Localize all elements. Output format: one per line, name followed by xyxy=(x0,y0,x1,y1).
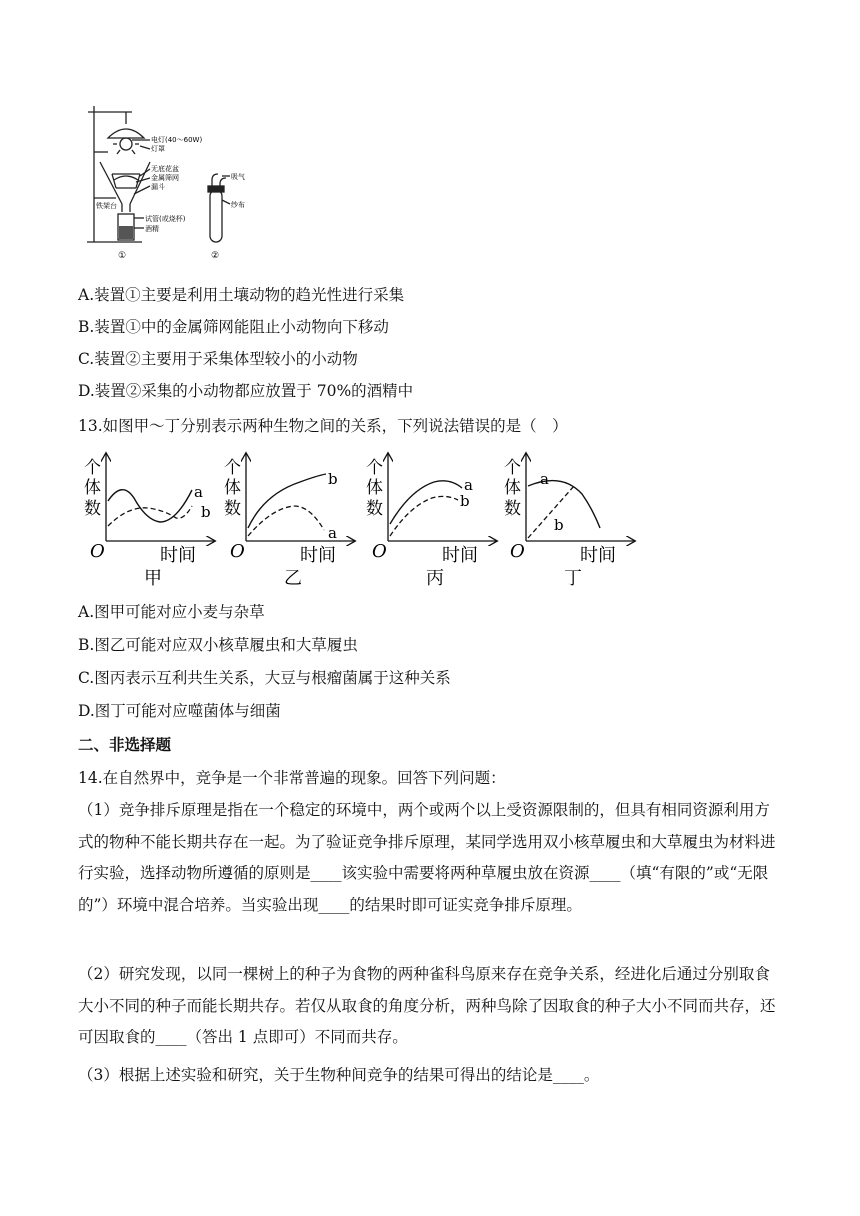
q13-option-c: C.图丙表示互利共生关系，大豆与根瘤菌属于这种关系 xyxy=(78,669,451,687)
label-sieve: 金属筛网 xyxy=(151,174,179,182)
label-funnel: 漏斗 xyxy=(151,183,165,191)
series-label-b: b xyxy=(328,470,338,488)
ylabel-char-2: 体 xyxy=(504,478,521,498)
series-label-a: a xyxy=(328,524,337,542)
panel-caption: 丙 xyxy=(426,568,444,589)
ylabel-char-3: 数 xyxy=(224,499,241,519)
ylabel-char-3: 数 xyxy=(366,499,383,519)
ylabel-char-1: 个 xyxy=(84,458,101,478)
q13-option-b: B.图乙可能对应双小核草履虫和大草履虫 xyxy=(78,636,358,654)
label-tube: 试管(或烧杯) xyxy=(145,215,186,223)
label-gauze: 纱布 xyxy=(231,201,245,209)
q14-stem: 14.在自然界中，竞争是一个非常普遍的现象。回答下列问题： xyxy=(78,769,506,787)
ylabel-char-3: 数 xyxy=(84,499,101,519)
q14-part3: （3）根据上述实验和研究，关于生物种间竞争的结果可得出的结论是____。 xyxy=(78,1066,600,1084)
series-label-b: b xyxy=(460,492,470,510)
q12-option-a: A.装置①主要是利用土壤动物的趋光性进行采集 xyxy=(78,286,405,304)
apparatus-figure xyxy=(84,100,254,262)
graph-panel-ding xyxy=(504,454,634,589)
apparatus-number-1: ① xyxy=(118,251,127,261)
xlabel: 时间 xyxy=(442,545,478,566)
q13-stem: 13.如图甲～丁分别表示两种生物之间的关系，下列说法错误的是（ ） xyxy=(78,417,568,435)
label-lamp: 电灯(40～60W) xyxy=(151,136,203,144)
panel-caption: 乙 xyxy=(284,568,302,589)
panel-caption: 甲 xyxy=(144,568,162,589)
q12-option-c: C.装置②主要用于采集体型较小的小动物 xyxy=(78,350,358,368)
ylabel-char-1: 个 xyxy=(504,458,521,478)
panel-caption: 丁 xyxy=(564,568,582,589)
label-alcohol: 酒精 xyxy=(145,225,159,233)
relationship-graphs xyxy=(84,446,644,592)
series-label-a: a xyxy=(540,470,549,488)
series-label-b: b xyxy=(201,503,211,521)
label-shade: 灯罩 xyxy=(151,145,165,153)
series-label-a: a xyxy=(194,483,203,501)
ylabel-char-3: 数 xyxy=(504,499,521,519)
xlabel: 时间 xyxy=(160,545,196,566)
graph-panel-jia xyxy=(84,454,214,589)
graph-panel-yi xyxy=(224,454,354,589)
label-suction: 吸气 xyxy=(231,173,245,181)
xlabel: 时间 xyxy=(580,545,616,566)
q12-option-d: D.装置②采集的小动物都应放置于 70%的酒精中 xyxy=(78,382,414,400)
label-pot: 无底花盆 xyxy=(151,165,179,173)
series-label-a: a xyxy=(464,476,473,494)
q14-part1: （1）竞争排斥原理是指在一个稳定的环境中，两个或两个以上受资源限制的，但具有相同资源利用方式的物种不能长期共存在一起。为了验证竞争排斥原理，某同学选用双小核草履虫和大草履虫为材料进行实验，选择动物所遵循的原则是____该实验中需要将两种草履虫放在资源____（填“有限的”或“无限的”）环境中混合培养。当实验出现____的结果时即可证实竞争排斥原理。 xyxy=(78,801,776,914)
ylabel-char-2: 体 xyxy=(224,478,241,498)
graph-panel-bing xyxy=(366,454,496,589)
apparatus-number-2: ② xyxy=(211,251,220,261)
q13-option-d: D.图丁可能对应噬菌体与细菌 xyxy=(78,702,281,720)
ylabel-char-2: 体 xyxy=(84,478,101,498)
origin-label: O xyxy=(230,541,245,562)
origin-label: O xyxy=(372,541,387,562)
ylabel-char-2: 体 xyxy=(366,478,383,498)
q12-option-b: B.装置①中的金属筛网能阻止小动物向下移动 xyxy=(78,318,389,336)
label-stand: 铁架台 xyxy=(96,202,117,210)
series-label-b: b xyxy=(554,516,564,534)
q14-part2: （2）研究发现，以同一棵树上的种子为食物的两种雀科鸟原来存在竞争关系，经进化后通过分别取食大小不同的种子而能长期共存。若仅从取食的角度分析，两种鸟除了因取食的种子大小不同而共存，还可因取食的____（答出 1 点即可）不同而共存。 xyxy=(78,965,776,1046)
section-heading: 二、非选择题 xyxy=(78,735,172,754)
ylabel-char-1: 个 xyxy=(224,458,241,478)
ylabel-char-1: 个 xyxy=(366,458,383,478)
q13-option-a: A.图甲可能对应小麦与杂草 xyxy=(78,603,265,621)
origin-label: O xyxy=(510,541,525,562)
origin-label: O xyxy=(90,541,105,562)
xlabel: 时间 xyxy=(300,545,336,566)
